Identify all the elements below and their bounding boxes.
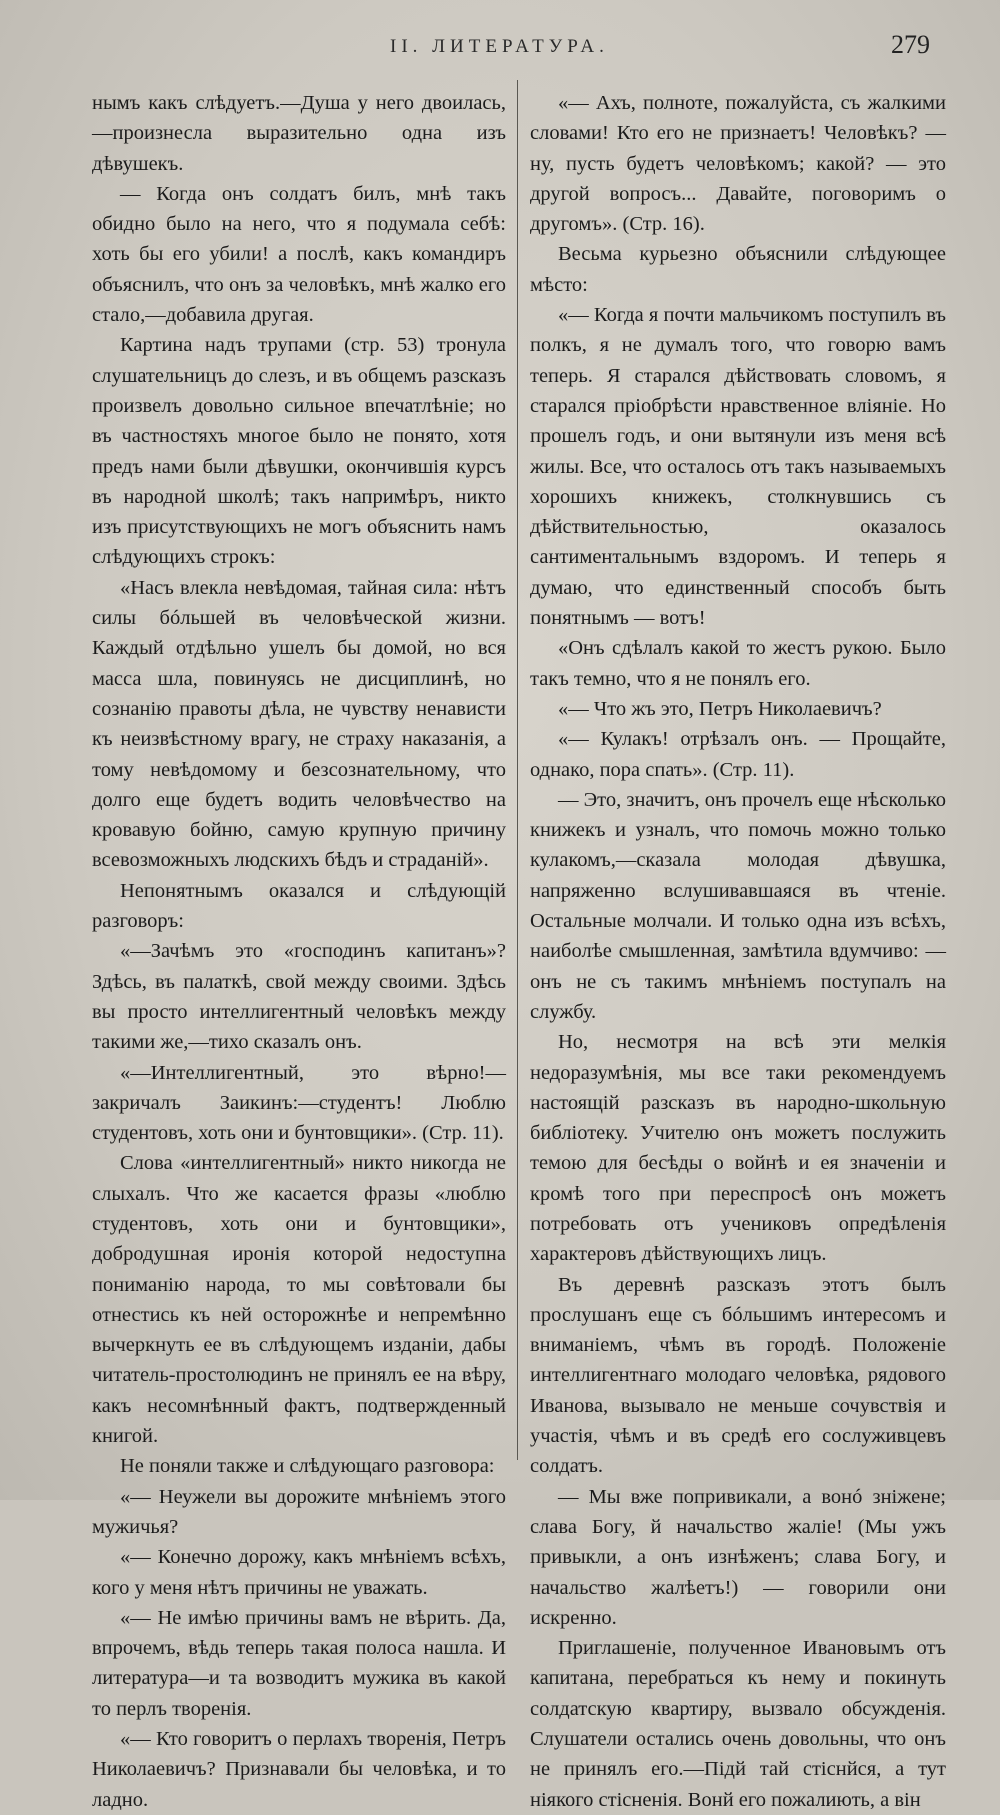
paragraph: — Когда онъ солдатъ билъ, мнѣ такъ обидно было на него, что я подумала себѣ: хоть бы его убили! а послѣ, какъ командиръ объяснилъ, что онъ за человѣкъ, мнѣ жалко его стало,—добавила другая. [92,182,506,327]
paragraph: «Насъ влекла невѣдомая, тайная сила: нѣтъ силы бóльшей въ человѣческой жизни. Каждый отдѣльно ушелъ бы домой, но вся масса шла, повинуясь не дисциплинѣ, но сознанію правоты дѣла, не чувству ненависти къ неизвѣстному врагу, не страху наказанія, а тому невѣдомому и безсознательному, что долго еще будетъ водить человѣчество на кровавую бойню, самую крупную причину всевозможныхъ людскихъ бѣдъ и страданій». [92,576,506,872]
paragraph: «— Кто говоритъ о перлахъ творенія, Петръ Николаевичъ? Признавали бы человѣка, и то ладно. [92,1728,506,1811]
paragraph: Непонятнымъ оказался и слѣдующій разговоръ: [92,879,506,933]
paragraph: «— Не имѣю причины вамъ не вѣрить. Да, впрочемъ, вѣдь теперь такая полоса нашла. И литература—и та возводитъ мужика въ какой то перлъ творенія. [92,1606,506,1720]
paragraph: Но, несмотря на всѣ эти мелкія недоразумѣнія, мы все таки рекомендуемъ настоящій разсказъ въ народно-школьную библіотеку. Учителю онъ можетъ послужить темою для бесѣды о войнѣ и ея значеніи и кромѣ того при переспросѣ онъ можетъ потребовать отъ учениковъ опредѣленія характеровъ дѣйствующихъ лицъ. [530,1031,946,1266]
paragraph: Слова «интеллигентный» никто никогда не слыхалъ. Что же касается фразы «люблю студентовъ, хоть они и бунтовщики», добродушная иронія которой недоступна пониманію народа, то мы совѣтовали бы отнестись къ ней осторожнѣе и непремѣнно вычеркнуть ее въ слѣдующемъ изданіи, дабы читатель-простолюдинъ не принялъ ее на вѣру, какъ несомнѣнный фактъ, подтвержденный книгой. [92,1152,506,1448]
column-divider [517,80,518,1460]
paragraph: «— Ахъ, полноте, пожалуйста, съ жалкими словами! Кто его не признаетъ! Человѣкъ? — ну, пусть будетъ человѣкомъ; какой? — это другой вопросъ... Давайте, поговоримъ о другомъ». (Стр. 16). [530,92,946,236]
running-title: II. ЛИТЕРАТУРА. [390,36,609,57]
paragraph: нымъ какъ слѣдуетъ.—Душа у него двоилась,—произнесла выразительно одна изъ дѣвушекъ. [92,92,506,175]
paragraph: «— Неужели вы дорожите мнѣніемъ этого мужичья? [92,1485,506,1538]
paragraph: Не поняли также и слѣдующаго разговора: [120,1455,495,1478]
paragraph: — Это, значитъ, онъ прочелъ еще нѣсколько книжекъ и узналъ, что помочь можно только кулакомъ,—сказала молодая дѣвушка, напряженно вслушивавшаяся въ чтеніе. Остальные молчали. И только одна изъ всѣхъ, наиболѣе смышленная, замѣтила вдумчиво: — онъ не съ такимъ мнѣніемъ поступалъ на службу. [530,788,946,1023]
paragraph: «Онъ сдѣлалъ какой то жестъ рукою. Было такъ темно, что я не понялъ его. [530,637,946,690]
paragraph: «—Интеллигентный, это вѣрно!—закричалъ Заикинъ:—студентъ! Люблю студентовъ, хоть они и бунтовщики». (Стр. 11). [92,1061,506,1145]
paragraph: Въ деревнѣ разсказъ этотъ былъ прослушанъ еще съ бóльшимъ интересомъ и вниманіемъ, чѣмъ въ городѣ. Положеніе интеллигентнаго молодаго человѣка, рядового Иванова, вызывало не меньше сочувствія и участія, чѣмъ и въ средѣ его сослуживцевъ солдатъ. [530,1273,946,1478]
paragraph: «— Что жъ это, Петръ Николаевичъ? [558,697,882,720]
left-column [92,88,506,1811]
paragraph: Весьма курьезно объяснили слѣдующее мѣсто: [530,243,946,296]
paragraph: Приглашеніе, полученное Ивановымъ отъ капитана, перебраться къ нему и покинуть солдатскую квартиру, вызвало обсужденія. Слушатели остались очень довольны, что онъ не принялъ его.—Підй тай стіснйся, а тут ніякого стісненія. Вонй его пожалиють, а він [530,1637,946,1811]
paragraph: «— Когда я почти мальчикомъ поступилъ въ полкъ, я не думалъ того, что говорю вамъ теперь. Я старался дѣйствовать словомъ, я старался пріобрѣсти нравственное вліяніе. Но прошелъ годъ, и они вытянули изъ меня всѣ жилы. Все, что осталось отъ такъ называемыхъ хорошихъ книжекъ, столкнувшись съ дѣйствительностью, оказалось сантиментальнымъ вздоромъ. И теперь я думаю, что единственный способъ быть понятнымъ — вотъ! [530,304,946,630]
paragraph: Картина надъ трупами (стр. 53) тронула слушательницъ до слезъ, и въ общемъ разсказъ произвелъ довольно сильное впечатлѣніе; но въ частностяхъ многое было не понято, хотя предъ нами были дѣвушки, окончившія курсъ въ народной школѣ; такъ напримѣръ, никто изъ присутствующихъ не могъ объяснить намъ слѣдующихъ строкъ: [92,334,506,569]
paragraph: «—Зачѣмъ это «господинъ капитанъ»? Здѣсь, въ палаткѣ, свой между своими. Здѣсь вы просто интеллигентный человѣкъ между такими же,—тихо сказалъ онъ. [92,940,506,1054]
page-number: 279 [891,30,930,59]
right-column [530,88,946,1811]
page-header [80,30,930,66]
paragraph: «— Конечно дорожу, какъ мнѣніемъ всѣхъ, кого у меня нѣтъ причины не уважать. [92,1546,506,1599]
paragraph: «— Кулакъ! отрѣзалъ онъ. — Прощайте, однако, пора спать». (Стр. 11). [530,728,946,781]
paragraph: — Мы вже попривикали, а вонó зніжене; слава Богу, й начальство жаліе! (Мы ужъ привыкли, а онъ изнѣженъ; слава Богу, и начальство жалѣетъ!) — говорили они искренно. [530,1485,946,1629]
